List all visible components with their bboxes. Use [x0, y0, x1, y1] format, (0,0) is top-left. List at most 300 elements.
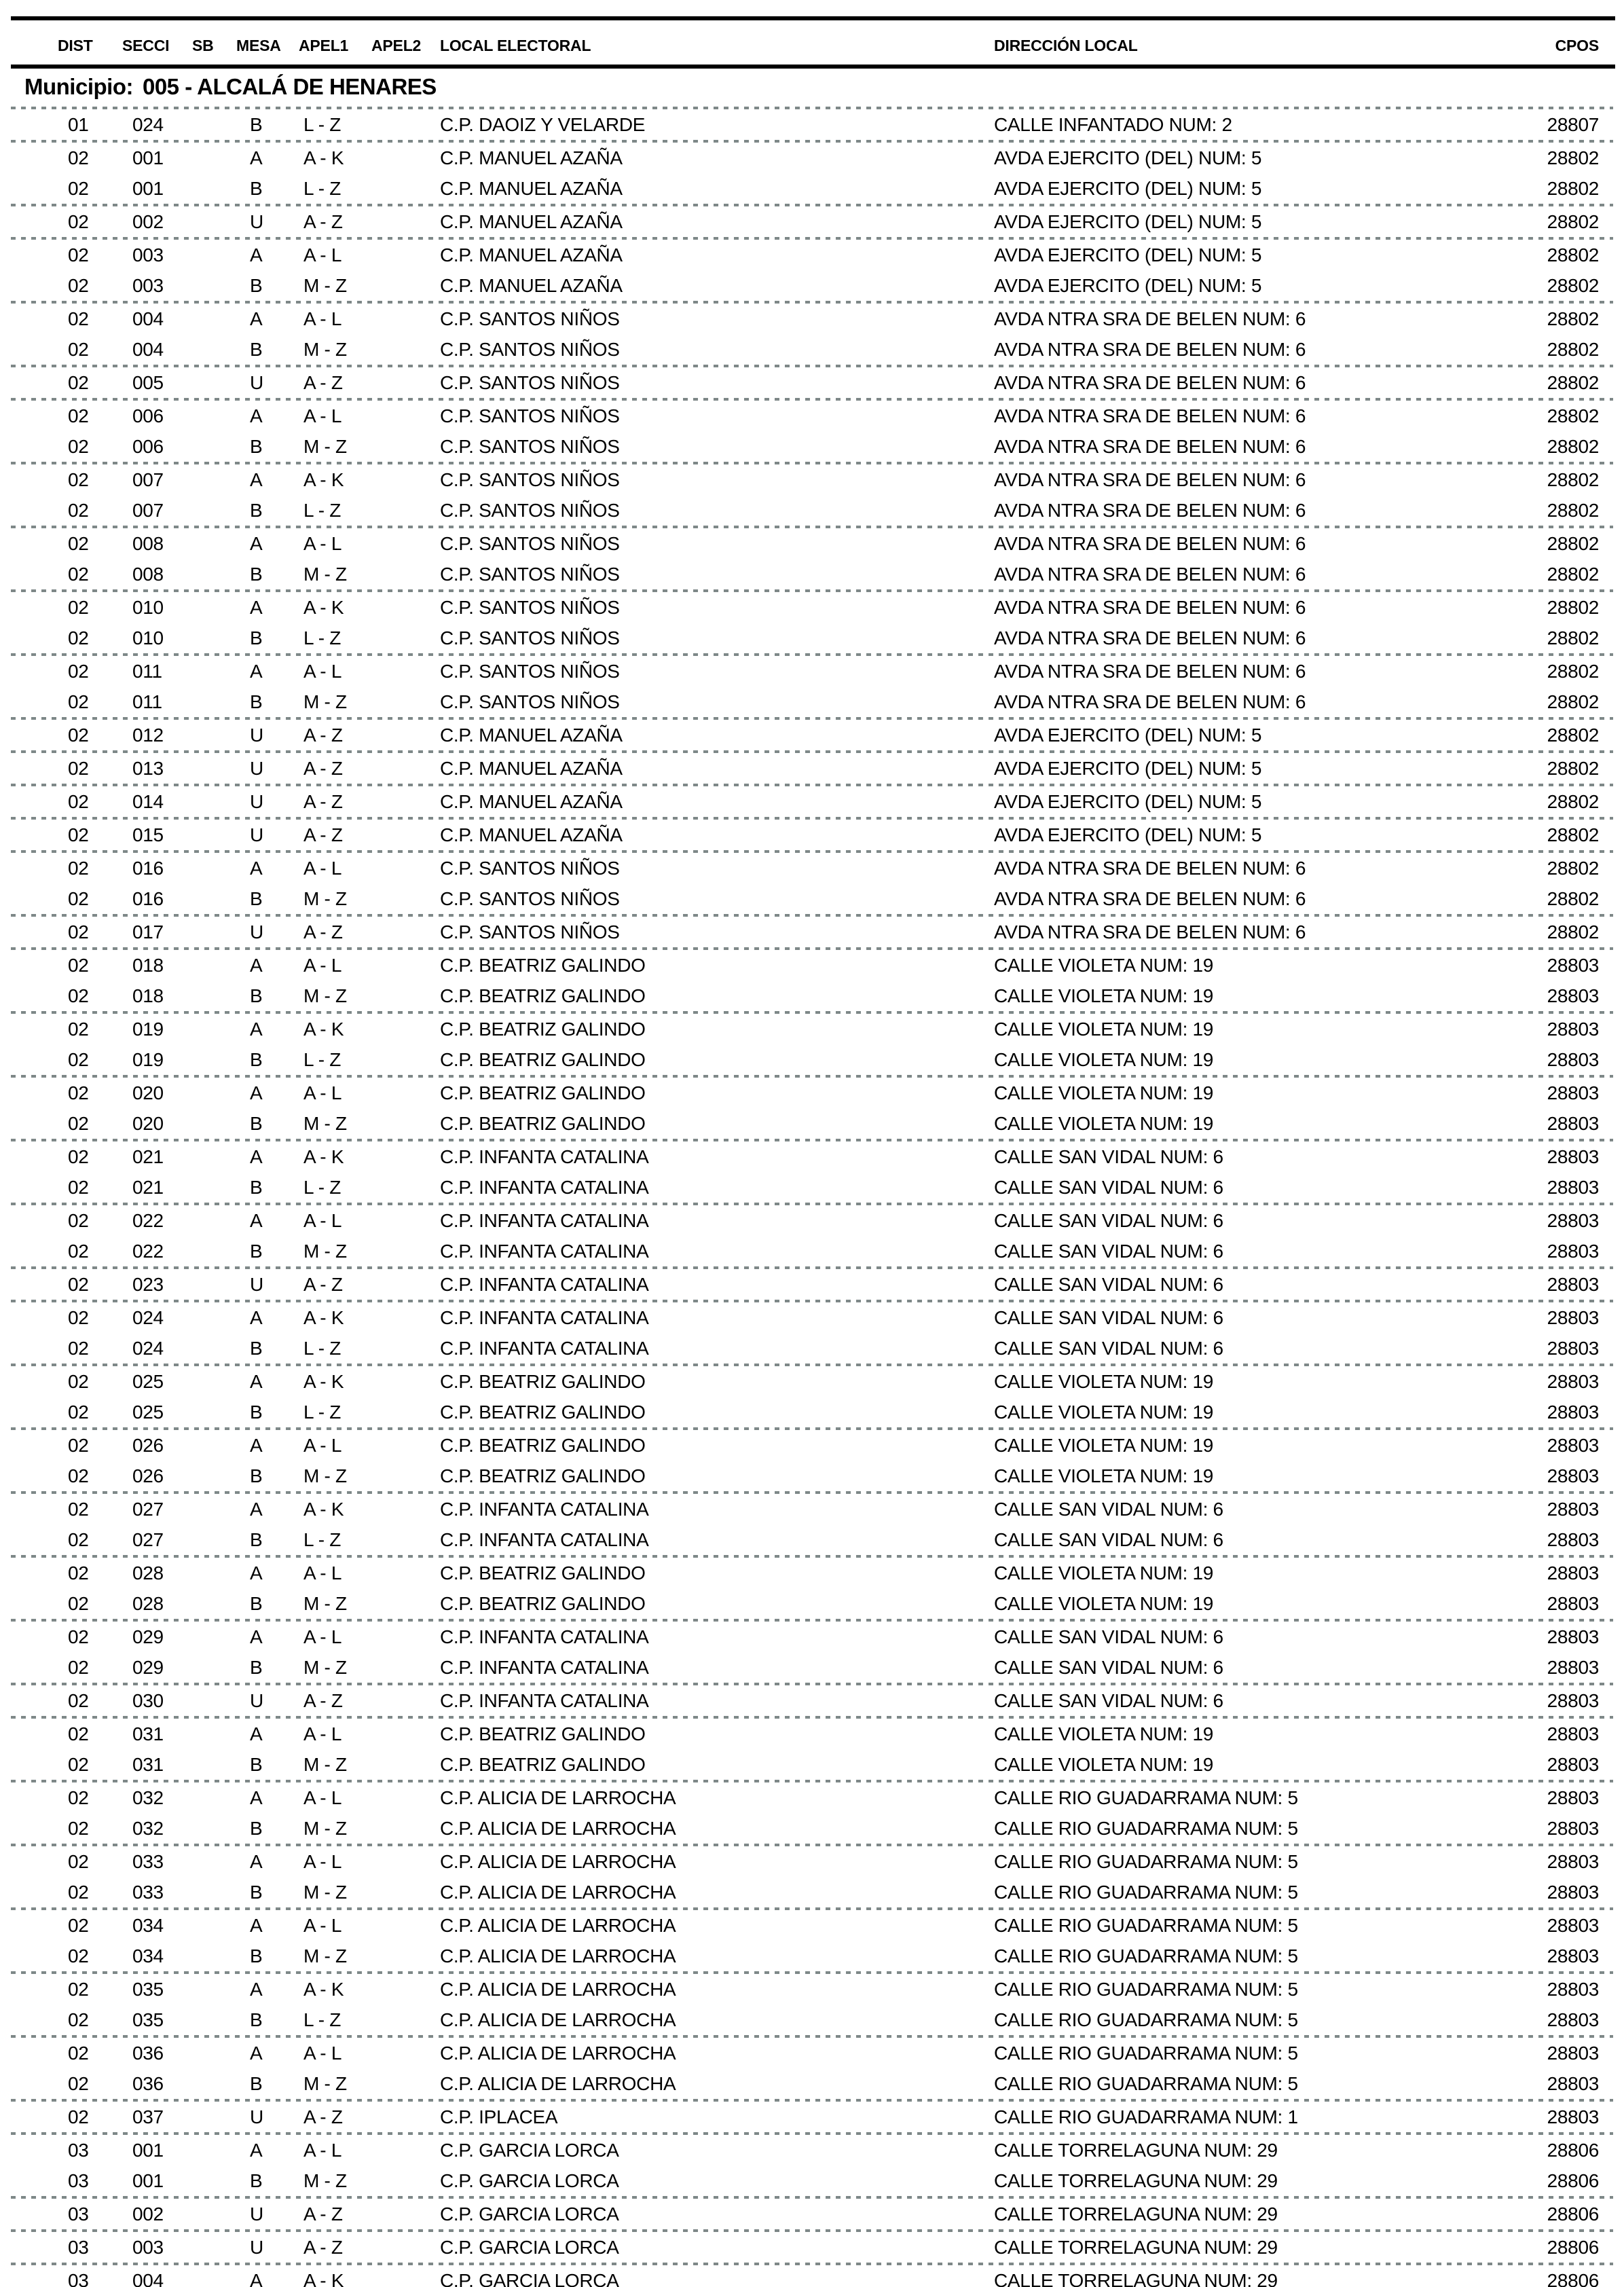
- cell-cpos: 28803: [1547, 1371, 1599, 1392]
- cell-apel2: [371, 1685, 440, 1716]
- cell-apel1: L - Z: [303, 1338, 342, 1359]
- cell-apel1: M - Z: [303, 1593, 347, 1614]
- cell-mesa: A: [250, 2270, 263, 2287]
- cell-cpos: 28802: [1547, 921, 1599, 943]
- cell-apel1: M - Z: [303, 1818, 347, 1839]
- cell-local: C.P. MANUEL AZAÑA: [440, 211, 623, 232]
- cell-secci: 036: [132, 2073, 164, 2094]
- cell-apel2: [371, 1333, 440, 1364]
- cell-dist: 02: [68, 1274, 89, 1295]
- cell-secci: 011: [132, 661, 162, 682]
- cell-mesa: B: [250, 1818, 263, 1839]
- cell-cpos: 28803: [1547, 1019, 1599, 1040]
- cell-direccion: AVDA EJERCITO (DEL) NUM: 5: [994, 758, 1262, 779]
- cell-secci: 033: [132, 1882, 164, 1903]
- cell-local: C.P. ALICIA DE LARROCHA: [440, 2043, 676, 2064]
- cell-sb: [192, 143, 250, 173]
- cell-mesa: A: [250, 308, 263, 329]
- column-header-local-electoral: LOCAL ELECTORAL: [440, 37, 591, 54]
- cell-mesa: A: [250, 469, 263, 490]
- cell-mesa: A: [250, 1851, 263, 1872]
- cell-sb: [192, 2068, 250, 2099]
- cell-cpos: 28803: [1547, 1882, 1599, 1903]
- table-row: [0, 334, 1624, 365]
- cell-secci: 007: [132, 469, 164, 490]
- table-row: [0, 981, 1624, 1011]
- cell-direccion: AVDA NTRA SRA DE BELEN NUM: 6: [994, 533, 1306, 554]
- cell-local: C.P. INFANTA CATALINA: [440, 1690, 649, 1711]
- cell-sb: [192, 1236, 250, 1266]
- cell-secci: 003: [132, 2237, 164, 2258]
- cell-apel1: M - Z: [303, 1241, 347, 1262]
- cell-dist: 02: [68, 1146, 89, 1167]
- cell-mesa: A: [250, 1146, 263, 1167]
- cell-apel2: [371, 1302, 440, 1333]
- cell-local: C.P. INFANTA CATALINA: [440, 1241, 649, 1262]
- cell-apel2: [371, 1172, 440, 1203]
- cell-secci: 008: [132, 564, 164, 585]
- cell-apel1: M - Z: [303, 1945, 347, 1966]
- cell-mesa: A: [250, 1979, 263, 2000]
- cell-apel2: [371, 1108, 440, 1139]
- cell-local: C.P. BEATRIZ GALINDO: [440, 1723, 646, 1744]
- cell-direccion: CALLE SAN VIDAL NUM: 6: [994, 1338, 1223, 1359]
- cell-cpos: 28803: [1547, 1241, 1599, 1262]
- cell-sb: [192, 1719, 250, 1749]
- table-row: [0, 883, 1624, 914]
- cell-sb: [192, 495, 250, 526]
- cell-apel2: [371, 1877, 440, 1907]
- cell-apel1: L - Z: [303, 2009, 342, 2030]
- cell-secci: 001: [132, 178, 164, 199]
- cell-dist: 02: [68, 985, 89, 1006]
- cell-apel2: [371, 656, 440, 687]
- cell-direccion: CALLE VIOLETA NUM: 19: [994, 1371, 1214, 1392]
- cell-dist: 02: [68, 2009, 89, 2030]
- cell-dist: 02: [68, 597, 89, 618]
- cell-local: C.P. SANTOS NIÑOS: [440, 339, 620, 360]
- cell-direccion: CALLE RIO GUADARRAMA NUM: 5: [994, 1979, 1298, 2000]
- cell-secci: 014: [132, 791, 164, 812]
- cell-mesa: B: [250, 500, 263, 521]
- cell-direccion: CALLE RIO GUADARRAMA NUM: 5: [994, 1882, 1298, 1903]
- table-row: [0, 1782, 1624, 1813]
- cell-secci: 029: [132, 1626, 164, 1647]
- cell-local: C.P. SANTOS NIÑOS: [440, 405, 620, 426]
- cell-direccion: CALLE VIOLETA NUM: 19: [994, 1049, 1214, 1070]
- cell-apel1: L - Z: [303, 627, 342, 648]
- cell-mesa: B: [250, 1945, 263, 1966]
- cell-apel1: A - L: [303, 2043, 342, 2064]
- cell-direccion: AVDA NTRA SRA DE BELEN NUM: 6: [994, 661, 1306, 682]
- cell-apel1: A - L: [303, 1723, 342, 1744]
- cell-apel1: L - Z: [303, 1049, 342, 1070]
- cell-sb: [192, 1749, 250, 1780]
- cell-mesa: A: [250, 2140, 263, 2161]
- cell-apel2: [371, 950, 440, 981]
- cell-secci: 032: [132, 1818, 164, 1839]
- cell-direccion: AVDA EJERCITO (DEL) NUM: 5: [994, 178, 1262, 199]
- cell-apel2: [371, 1141, 440, 1172]
- cell-mesa: A: [250, 1499, 263, 1520]
- table-column-header: [0, 20, 1624, 65]
- cell-apel1: A - K: [303, 1499, 344, 1520]
- cell-dist: 02: [68, 1210, 89, 1231]
- cell-cpos: 28803: [1547, 2009, 1599, 2030]
- cell-sb: [192, 431, 250, 462]
- cell-secci: 024: [132, 1307, 164, 1328]
- cell-direccion: CALLE TORRELAGUNA NUM: 29: [994, 2270, 1278, 2287]
- cell-local: C.P. BEATRIZ GALINDO: [440, 1402, 646, 1423]
- cell-apel1: A - L: [303, 308, 342, 329]
- cell-dist: 02: [68, 1177, 89, 1198]
- cell-apel1: A - L: [303, 1851, 342, 1872]
- cell-apel1: A - Z: [303, 2106, 343, 2127]
- cell-mesa: B: [250, 691, 263, 712]
- cell-dist: 02: [68, 1657, 89, 1678]
- cell-local: C.P. ALICIA DE LARROCHA: [440, 1882, 676, 1903]
- cell-direccion: CALLE TORRELAGUNA NUM: 29: [994, 2203, 1278, 2225]
- cell-local: C.P. SANTOS NIÑOS: [440, 858, 620, 879]
- cell-apel2: [371, 528, 440, 559]
- cell-direccion: CALLE VIOLETA NUM: 19: [994, 1019, 1214, 1040]
- cell-dist: 02: [68, 627, 89, 648]
- cell-direccion: CALLE VIOLETA NUM: 19: [994, 1402, 1214, 1423]
- table-row: [0, 1910, 1624, 1941]
- cell-cpos: 28803: [1547, 1146, 1599, 1167]
- cell-cpos: 28802: [1547, 888, 1599, 909]
- cell-dist: 02: [68, 1435, 89, 1456]
- cell-apel2: [371, 2265, 440, 2287]
- cell-apel2: [371, 1014, 440, 1044]
- cell-mesa: B: [250, 1338, 263, 1359]
- column-header-direccion-local: DIRECCIÓN LOCAL: [994, 37, 1138, 54]
- cell-cpos: 28803: [1547, 1787, 1599, 1808]
- cell-direccion: CALLE SAN VIDAL NUM: 6: [994, 1274, 1223, 1295]
- cell-apel2: [371, 2005, 440, 2035]
- cell-dist: 02: [68, 564, 89, 585]
- cell-cpos: 28803: [1547, 2043, 1599, 2064]
- cell-secci: 018: [132, 955, 164, 976]
- cell-apel1: A - L: [303, 1915, 342, 1936]
- table-row: [0, 2038, 1624, 2068]
- cell-apel2: [371, 1078, 440, 1108]
- cell-secci: 035: [132, 1979, 164, 2000]
- table-row: [0, 1014, 1624, 1044]
- cell-sb: [192, 1461, 250, 1491]
- cell-local: C.P. INFANTA CATALINA: [440, 1177, 649, 1198]
- cell-mesa: U: [250, 2237, 263, 2258]
- cell-sb: [192, 1078, 250, 1108]
- cell-direccion: AVDA EJERCITO (DEL) NUM: 5: [994, 147, 1262, 168]
- cell-cpos: 28803: [1547, 1626, 1599, 1647]
- cell-cpos: 28802: [1547, 405, 1599, 426]
- cell-cpos: 28802: [1547, 824, 1599, 845]
- cell-local: C.P. BEATRIZ GALINDO: [440, 1113, 646, 1134]
- cell-cpos: 28803: [1547, 1338, 1599, 1359]
- cell-local: C.P. BEATRIZ GALINDO: [440, 1019, 646, 1040]
- cell-secci: 030: [132, 1690, 164, 1711]
- cell-secci: 015: [132, 824, 164, 845]
- cell-mesa: B: [250, 2009, 263, 2030]
- cell-direccion: AVDA EJERCITO (DEL) NUM: 5: [994, 244, 1262, 266]
- cell-cpos: 28803: [1547, 1465, 1599, 1486]
- cell-apel1: L - Z: [303, 1402, 342, 1423]
- cell-dist: 02: [68, 1690, 89, 1711]
- cell-secci: 025: [132, 1371, 164, 1392]
- cell-cpos: 28803: [1547, 1593, 1599, 1614]
- cell-apel2: [371, 304, 440, 334]
- cell-sb: [192, 2135, 250, 2165]
- cell-local: C.P. MANUEL AZAÑA: [440, 147, 623, 168]
- cell-mesa: U: [250, 2203, 263, 2225]
- cell-dist: 02: [68, 405, 89, 426]
- cell-dist: 02: [68, 1402, 89, 1423]
- cell-sb: [192, 367, 250, 398]
- cell-apel2: [371, 623, 440, 653]
- cell-sb: [192, 981, 250, 1011]
- cell-sb: [192, 240, 250, 270]
- cell-direccion: CALLE RIO GUADARRAMA NUM: 5: [994, 1818, 1298, 1839]
- cell-dist: 02: [68, 244, 89, 266]
- cell-apel1: A - L: [303, 1787, 342, 1808]
- cell-cpos: 28802: [1547, 627, 1599, 648]
- cell-sb: [192, 1588, 250, 1619]
- table-row: [0, 1588, 1624, 1619]
- cell-local: C.P. SANTOS NIÑOS: [440, 500, 620, 521]
- cell-mesa: B: [250, 114, 263, 135]
- cell-apel1: M - Z: [303, 339, 347, 360]
- cell-direccion: CALLE RIO GUADARRAMA NUM: 5: [994, 2009, 1298, 2030]
- cell-direccion: AVDA NTRA SRA DE BELEN NUM: 6: [994, 597, 1306, 618]
- cell-cpos: 28802: [1547, 469, 1599, 490]
- cell-local: C.P. SANTOS NIÑOS: [440, 436, 620, 457]
- cell-secci: 019: [132, 1019, 164, 1040]
- cell-mesa: A: [250, 858, 263, 879]
- cell-cpos: 28802: [1547, 308, 1599, 329]
- cell-direccion: CALLE VIOLETA NUM: 19: [994, 955, 1214, 976]
- table-row: [0, 1141, 1624, 1172]
- cell-cpos: 28802: [1547, 372, 1599, 393]
- table-row: [0, 431, 1624, 462]
- table-row: [0, 592, 1624, 623]
- table-row: [0, 528, 1624, 559]
- cell-cpos: 28802: [1547, 791, 1599, 812]
- cell-secci: 010: [132, 627, 164, 648]
- cell-sb: [192, 1172, 250, 1203]
- cell-dist: 02: [68, 1371, 89, 1392]
- cell-secci: 016: [132, 858, 164, 879]
- cell-apel1: A - Z: [303, 921, 343, 943]
- cell-apel1: A - L: [303, 1562, 342, 1584]
- cell-local: C.P. BEATRIZ GALINDO: [440, 1593, 646, 1614]
- cell-sb: [192, 1430, 250, 1461]
- cell-apel1: A - Z: [303, 2237, 343, 2258]
- cell-dist: 02: [68, 1945, 89, 1966]
- cell-apel1: A - Z: [303, 1274, 343, 1295]
- cell-cpos: 28802: [1547, 211, 1599, 232]
- cell-direccion: CALLE SAN VIDAL NUM: 6: [994, 1177, 1223, 1198]
- cell-direccion: CALLE SAN VIDAL NUM: 6: [994, 1690, 1223, 1711]
- cell-secci: 020: [132, 1113, 164, 1134]
- cell-sb: [192, 656, 250, 687]
- column-header-secci: SECCI: [122, 37, 170, 54]
- cell-apel1: A - L: [303, 661, 342, 682]
- cell-dist: 02: [68, 1082, 89, 1103]
- cell-local: C.P. BEATRIZ GALINDO: [440, 1465, 646, 1486]
- cell-apel2: [371, 1846, 440, 1877]
- cell-cpos: 28806: [1547, 2140, 1599, 2161]
- cell-mesa: B: [250, 1882, 263, 1903]
- table-row: [0, 1172, 1624, 1203]
- cell-sb: [192, 559, 250, 589]
- cell-secci: 024: [132, 1338, 164, 1359]
- cell-cpos: 28802: [1547, 147, 1599, 168]
- cell-sb: [192, 1877, 250, 1907]
- cell-mesa: U: [250, 758, 263, 779]
- cell-local: C.P. MANUEL AZAÑA: [440, 791, 623, 812]
- table-row: [0, 753, 1624, 784]
- cell-sb: [192, 820, 250, 850]
- cell-direccion: CALLE SAN VIDAL NUM: 6: [994, 1657, 1223, 1678]
- cell-local: C.P. ALICIA DE LARROCHA: [440, 1979, 676, 2000]
- cell-mesa: U: [250, 1274, 263, 1295]
- table-row: [0, 1078, 1624, 1108]
- cell-apel2: [371, 2232, 440, 2263]
- cell-apel2: [371, 1524, 440, 1555]
- cell-mesa: A: [250, 2043, 263, 2064]
- cell-local: C.P. BEATRIZ GALINDO: [440, 1435, 646, 1456]
- cell-direccion: CALLE SAN VIDAL NUM: 6: [994, 1499, 1223, 1520]
- cell-apel2: [371, 1941, 440, 1971]
- cell-secci: 022: [132, 1241, 164, 1262]
- cell-secci: 032: [132, 1787, 164, 1808]
- cell-apel2: [371, 720, 440, 750]
- cell-local: C.P. INFANTA CATALINA: [440, 1146, 649, 1167]
- cell-secci: 004: [132, 2270, 164, 2287]
- cell-mesa: A: [250, 1562, 263, 1584]
- cell-apel2: [371, 109, 440, 140]
- cell-secci: 028: [132, 1562, 164, 1584]
- cell-sb: [192, 206, 250, 237]
- cell-sb: [192, 1205, 250, 1236]
- cell-local: C.P. INFANTA CATALINA: [440, 1307, 649, 1328]
- cell-dist: 02: [68, 725, 89, 746]
- cell-local: C.P. DAOIZ Y VELARDE: [440, 114, 646, 135]
- table-row: [0, 173, 1624, 204]
- cell-mesa: B: [250, 339, 263, 360]
- cell-apel1: M - Z: [303, 1113, 347, 1134]
- cell-secci: 008: [132, 533, 164, 554]
- cell-mesa: B: [250, 2170, 263, 2191]
- cell-apel2: [371, 853, 440, 883]
- table-row: [0, 2005, 1624, 2035]
- cell-cpos: 28803: [1547, 1307, 1599, 1328]
- cell-apel2: [371, 495, 440, 526]
- cell-mesa: A: [250, 533, 263, 554]
- cell-secci: 013: [132, 758, 164, 779]
- cell-mesa: A: [250, 1915, 263, 1936]
- cell-apel2: [371, 592, 440, 623]
- cell-secci: 003: [132, 275, 164, 296]
- table-row: [0, 1461, 1624, 1491]
- cell-secci: 004: [132, 339, 164, 360]
- cell-secci: 006: [132, 436, 164, 457]
- cell-apel2: [371, 1910, 440, 1941]
- cell-apel1: A - L: [303, 405, 342, 426]
- cell-apel1: A - K: [303, 1307, 344, 1328]
- cell-secci: 036: [132, 2043, 164, 2064]
- table-row: [0, 1524, 1624, 1555]
- cell-direccion: AVDA NTRA SRA DE BELEN NUM: 6: [994, 691, 1306, 712]
- cell-secci: 019: [132, 1049, 164, 1070]
- cell-dist: 02: [68, 1113, 89, 1134]
- table-row: [0, 786, 1624, 817]
- cell-direccion: CALLE SAN VIDAL NUM: 6: [994, 1626, 1223, 1647]
- cell-dist: 02: [68, 1307, 89, 1328]
- cell-cpos: 28802: [1547, 758, 1599, 779]
- cell-dist: 03: [68, 2140, 89, 2161]
- cell-apel1: M - Z: [303, 888, 347, 909]
- cell-direccion: CALLE RIO GUADARRAMA NUM: 5: [994, 2073, 1298, 2094]
- cell-local: C.P. BEATRIZ GALINDO: [440, 1049, 646, 1070]
- cell-apel2: [371, 270, 440, 301]
- cell-apel1: A - K: [303, 1371, 344, 1392]
- cell-secci: 024: [132, 114, 164, 135]
- cell-apel2: [371, 687, 440, 717]
- cell-dist: 02: [68, 339, 89, 360]
- cell-direccion: AVDA NTRA SRA DE BELEN NUM: 6: [994, 858, 1306, 879]
- cell-local: C.P. BEATRIZ GALINDO: [440, 955, 646, 976]
- cell-mesa: B: [250, 2073, 263, 2094]
- column-header-apel1: APEL1: [299, 37, 349, 54]
- table-row: [0, 2199, 1624, 2229]
- cell-apel1: M - Z: [303, 1465, 347, 1486]
- cell-direccion: CALLE TORRELAGUNA NUM: 29: [994, 2170, 1278, 2191]
- table-row: [0, 687, 1624, 717]
- cell-apel1: A - Z: [303, 725, 343, 746]
- cell-sb: [192, 1108, 250, 1139]
- table-row: [0, 656, 1624, 687]
- cell-direccion: AVDA EJERCITO (DEL) NUM: 5: [994, 275, 1262, 296]
- cell-apel2: [371, 786, 440, 817]
- table-row: [0, 1044, 1624, 1075]
- cell-dist: 02: [68, 178, 89, 199]
- cell-local: C.P. INFANTA CATALINA: [440, 1338, 649, 1359]
- cell-cpos: 28806: [1547, 2203, 1599, 2225]
- table-row: [0, 367, 1624, 398]
- cell-direccion: AVDA NTRA SRA DE BELEN NUM: 6: [994, 372, 1306, 393]
- cell-sb: [192, 2005, 250, 2035]
- cell-local: C.P. SANTOS NIÑOS: [440, 627, 620, 648]
- cell-secci: 028: [132, 1593, 164, 1614]
- cell-cpos: 28803: [1547, 1113, 1599, 1134]
- cell-direccion: CALLE SAN VIDAL NUM: 6: [994, 1210, 1223, 1231]
- cell-direccion: CALLE VIOLETA NUM: 19: [994, 1465, 1214, 1486]
- cell-sb: [192, 687, 250, 717]
- cell-sb: [192, 1014, 250, 1044]
- cell-sb: [192, 2038, 250, 2068]
- cell-mesa: U: [250, 824, 263, 845]
- cell-sb: [192, 1366, 250, 1397]
- cell-cpos: 28802: [1547, 500, 1599, 521]
- cell-mesa: A: [250, 147, 263, 168]
- table-row: [0, 1366, 1624, 1397]
- cell-apel1: A - L: [303, 1435, 342, 1456]
- cell-dist: 02: [68, 533, 89, 554]
- cell-sb: [192, 1941, 250, 1971]
- cell-local: C.P. ALICIA DE LARROCHA: [440, 1851, 676, 1872]
